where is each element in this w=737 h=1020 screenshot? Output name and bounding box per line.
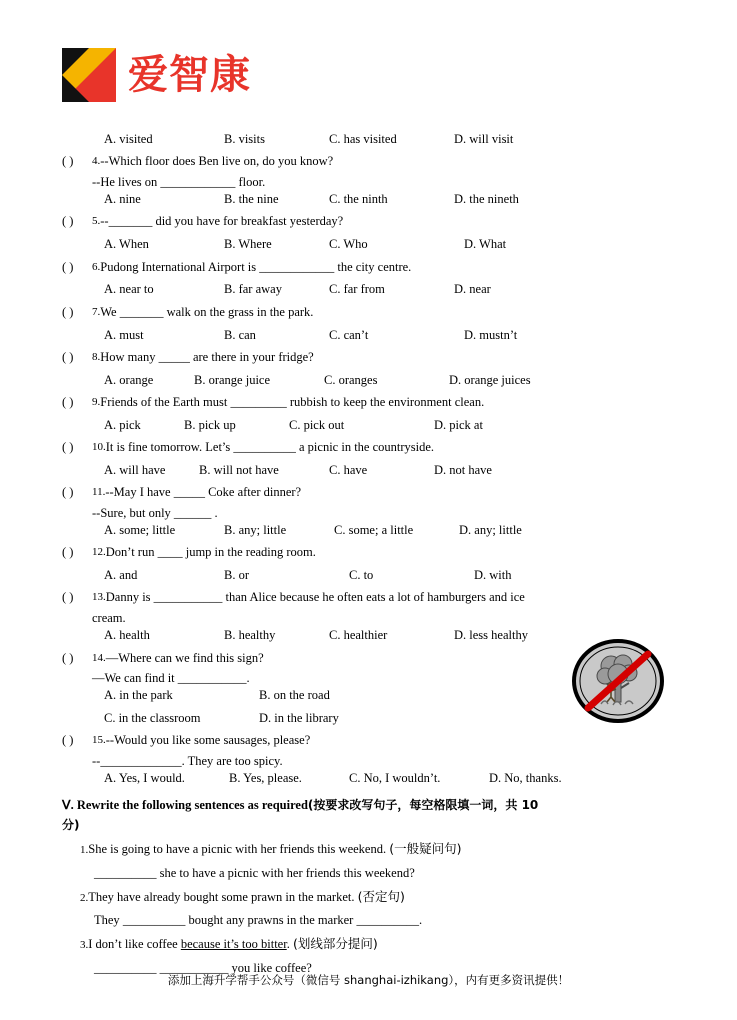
answer-blank-1[interactable]: __________ bbox=[94, 865, 157, 880]
question-number: 8. bbox=[92, 350, 101, 363]
question-15 bbox=[62, 731, 675, 750]
option-c: C. far from bbox=[329, 282, 385, 297]
question-stem: Pudong International Airport is ____________ the city centre. bbox=[100, 259, 412, 274]
question-7-options bbox=[62, 326, 675, 345]
question-5-options bbox=[62, 235, 675, 254]
question-number: 4. bbox=[92, 155, 101, 168]
option-d: D. with bbox=[474, 568, 512, 583]
question-7 bbox=[62, 303, 675, 322]
question-number: 13. bbox=[92, 591, 106, 604]
question-stem: --Which floor does Ben live on, do you know? bbox=[100, 154, 334, 169]
answer-blank-1[interactable]: __________ bbox=[122, 913, 186, 928]
exam-content bbox=[62, 130, 675, 982]
option-a: A. health bbox=[104, 628, 150, 643]
option-b: B. will not have bbox=[199, 462, 279, 477]
question-10 bbox=[62, 438, 675, 457]
rewrite-item-1 bbox=[62, 839, 675, 860]
question-13 bbox=[62, 588, 675, 607]
answer-bracket[interactable]: ( ) bbox=[62, 485, 74, 500]
question-11-options bbox=[62, 521, 675, 540]
section-numeral: Ⅴ bbox=[62, 797, 71, 812]
option-c: C. have bbox=[329, 462, 368, 477]
option-c: C. No, I wouldn’t. bbox=[349, 770, 441, 785]
question-stem: Don’t run ____ jump in the reading room. bbox=[105, 545, 316, 560]
answer-bracket[interactable]: ( ) bbox=[62, 349, 74, 364]
question-stem: --May I have _____ Coke after dinner? bbox=[105, 485, 302, 500]
question-number: 14. bbox=[92, 651, 106, 664]
option-c: C. to bbox=[349, 568, 374, 583]
option-d: D. the nineth bbox=[454, 192, 519, 207]
option-d: D. will visit bbox=[454, 132, 514, 146]
option-c: C. oranges bbox=[324, 372, 378, 387]
question-number: 15. bbox=[92, 733, 106, 746]
option-d: D. What bbox=[464, 237, 507, 252]
answer-bracket[interactable]: ( ) bbox=[62, 440, 74, 454]
answer-bracket[interactable]: ( ) bbox=[62, 259, 74, 274]
option-d: D. mustn’t bbox=[464, 327, 518, 342]
option-d: D. not have bbox=[434, 462, 492, 477]
question-4-options bbox=[62, 190, 675, 209]
option-d: D. any; little bbox=[459, 523, 522, 537]
item-number: 3. bbox=[80, 939, 89, 952]
question-14-stem-2: —We can find it ___________. bbox=[92, 671, 250, 686]
question-6-options bbox=[62, 280, 675, 299]
question-number: 7. bbox=[92, 305, 101, 318]
option-a: A. visited bbox=[104, 132, 153, 146]
answer-bracket[interactable]: ( ) bbox=[62, 732, 74, 747]
aizhikang-logo-icon bbox=[62, 48, 116, 102]
answer-bracket[interactable]: ( ) bbox=[62, 650, 74, 665]
question-4 bbox=[62, 152, 675, 171]
option-c: C. in the classroom bbox=[104, 710, 201, 725]
section-title-en: . Rewrite the following sentences as required bbox=[70, 797, 308, 812]
section-v-heading-line2 bbox=[62, 816, 675, 835]
option-d: D. pick at bbox=[434, 417, 483, 432]
question-8-options bbox=[62, 371, 675, 390]
option-c: C. healthier bbox=[329, 628, 388, 643]
option-b: B. healthy bbox=[224, 628, 276, 643]
question-12-options bbox=[62, 566, 675, 585]
option-d: D. in the library bbox=[259, 710, 339, 725]
item-tag: (一般疑问句) bbox=[389, 841, 462, 856]
question-stem: Danny is ___________ than Alice because he often eats a lot of hamburgers and ice bbox=[105, 590, 525, 605]
rewrite-item-3 bbox=[62, 934, 675, 955]
answer-blank-2[interactable]: ___________ bbox=[159, 960, 229, 975]
brand-name: 爱智康 bbox=[128, 52, 251, 98]
option-a: A. must bbox=[104, 327, 144, 342]
answer-subject: They bbox=[94, 913, 120, 928]
option-b: B. any; little bbox=[224, 523, 287, 537]
option-b: B. visits bbox=[224, 132, 265, 146]
option-c: C. Who bbox=[329, 237, 368, 252]
option-c: C. the ninth bbox=[329, 192, 388, 207]
option-a: A. When bbox=[104, 237, 149, 252]
option-c: C. some; a little bbox=[334, 523, 414, 537]
question-stem: We _______ walk on the grass in the park. bbox=[100, 304, 314, 319]
item-number: 2. bbox=[80, 891, 89, 904]
option-a: A. in the park bbox=[104, 688, 173, 703]
question-number: 10. bbox=[92, 441, 106, 453]
item-text-pre: I don’t like coffee bbox=[88, 937, 181, 952]
page-footer: 添加上海升学帮手公众号（微信号 shanghai-izhikang），内有更多资讯提供！ bbox=[167, 973, 570, 987]
option-c: C. can’t bbox=[329, 327, 369, 342]
question-15-options bbox=[62, 769, 675, 788]
option-a: A. and bbox=[104, 568, 138, 583]
option-a: A. pick bbox=[104, 417, 141, 432]
question-stem: --Would you like some sausages, please? bbox=[105, 732, 311, 747]
question-number: 12. bbox=[92, 546, 106, 559]
no-climbing-trees-sign bbox=[571, 638, 665, 724]
option-b: B. pick up bbox=[184, 417, 236, 432]
question-stem: --_______ did you have for breakfast yesterday? bbox=[100, 214, 344, 229]
option-a: A. some; little bbox=[104, 523, 176, 537]
question-number: 5. bbox=[92, 215, 101, 228]
question-5 bbox=[62, 212, 675, 231]
question-number: 11. bbox=[92, 486, 106, 499]
question-12 bbox=[62, 543, 675, 562]
question-9-options bbox=[62, 416, 675, 435]
question-stem: —Where can we find this sign? bbox=[105, 650, 264, 665]
brand-logo bbox=[62, 48, 251, 102]
question-15-stem-2: --_____________. They are too spicy. bbox=[92, 753, 283, 768]
option-b: B. the nine bbox=[224, 192, 279, 207]
question-stem: Friends of the Earth must _________ rubbish to keep the environment clean. bbox=[100, 394, 485, 409]
option-a: A. nine bbox=[104, 192, 141, 207]
answer-tail: to have a picnic with her friends this weekend? bbox=[179, 865, 415, 880]
answer-word: she bbox=[159, 865, 177, 880]
option-b: B. Where bbox=[224, 237, 272, 252]
option-b: B. orange juice bbox=[194, 372, 271, 387]
question-stem: It is fine tomorrow. Let’s __________ a picnic in the countryside. bbox=[105, 440, 435, 454]
answer-blank-1[interactable]: __________ bbox=[94, 960, 157, 975]
question-4-stem-2: --He lives on ____________ floor. bbox=[92, 175, 266, 190]
option-a: A. Yes, I would. bbox=[104, 770, 185, 785]
question-number: 9. bbox=[92, 395, 101, 408]
question-6 bbox=[62, 258, 675, 277]
question-11 bbox=[62, 483, 675, 502]
answer-bracket[interactable]: ( ) bbox=[62, 590, 74, 605]
item-text: She is going to have a picnic with her friends this weekend. bbox=[88, 842, 387, 856]
item-text: They have already bought some prawn in the market. bbox=[88, 889, 355, 904]
question-9 bbox=[62, 393, 675, 412]
question-11-stem-2: --Sure, but only ______ . bbox=[92, 506, 218, 520]
answer-bracket[interactable]: ( ) bbox=[62, 545, 74, 560]
option-b: B. Yes, please. bbox=[229, 770, 302, 785]
option-a: A. will have bbox=[104, 462, 166, 477]
option-d: D. near bbox=[454, 282, 491, 297]
rewrite-answer-2[interactable] bbox=[62, 910, 675, 930]
item-tag: (否定句) bbox=[357, 888, 405, 904]
answer-bracket[interactable]: ( ) bbox=[62, 304, 74, 319]
option-d: D. orange juices bbox=[449, 372, 531, 387]
item-text-post: . bbox=[286, 937, 290, 952]
option-d: D. less healthy bbox=[454, 628, 528, 643]
item-text-underlined: because it’s too bitter bbox=[180, 937, 287, 952]
option-a: A. orange bbox=[104, 372, 154, 387]
rewrite-answer-1[interactable] bbox=[62, 863, 675, 883]
question-3-options bbox=[62, 130, 675, 149]
item-number: 1. bbox=[80, 844, 89, 856]
answer-bracket[interactable]: ( ) bbox=[62, 154, 74, 169]
option-b: B. or bbox=[224, 568, 249, 583]
option-d: D. No, thanks. bbox=[489, 770, 562, 785]
section-title-cn2: 分) bbox=[62, 818, 80, 833]
option-a: A. near to bbox=[104, 282, 154, 297]
question-number: 6. bbox=[92, 260, 101, 273]
question-10-options bbox=[62, 461, 675, 480]
option-b: B. can bbox=[224, 327, 256, 342]
option-c: C. has visited bbox=[329, 132, 397, 146]
answer-tail: you like coffee? bbox=[231, 960, 312, 975]
question-8 bbox=[62, 348, 675, 367]
answer-bracket[interactable]: ( ) bbox=[62, 394, 74, 409]
answer-bracket[interactable]: ( ) bbox=[62, 214, 74, 229]
option-b: B. far away bbox=[224, 282, 282, 297]
item-tag: (划线部分提问) bbox=[292, 936, 378, 952]
section-title-cn: (按要求改写句子，每空格限填一词，共 10 bbox=[307, 797, 539, 812]
rewrite-item-2 bbox=[62, 887, 675, 908]
section-v-heading bbox=[62, 796, 675, 815]
option-c: C. pick out bbox=[289, 417, 345, 432]
answer-tail: bought any prawns in the marker __________. bbox=[188, 913, 423, 928]
question-13-stem-cont: cream. bbox=[92, 611, 126, 626]
question-stem: How many _____ are there in your fridge? bbox=[100, 349, 314, 364]
option-b: B. on the road bbox=[259, 688, 330, 703]
